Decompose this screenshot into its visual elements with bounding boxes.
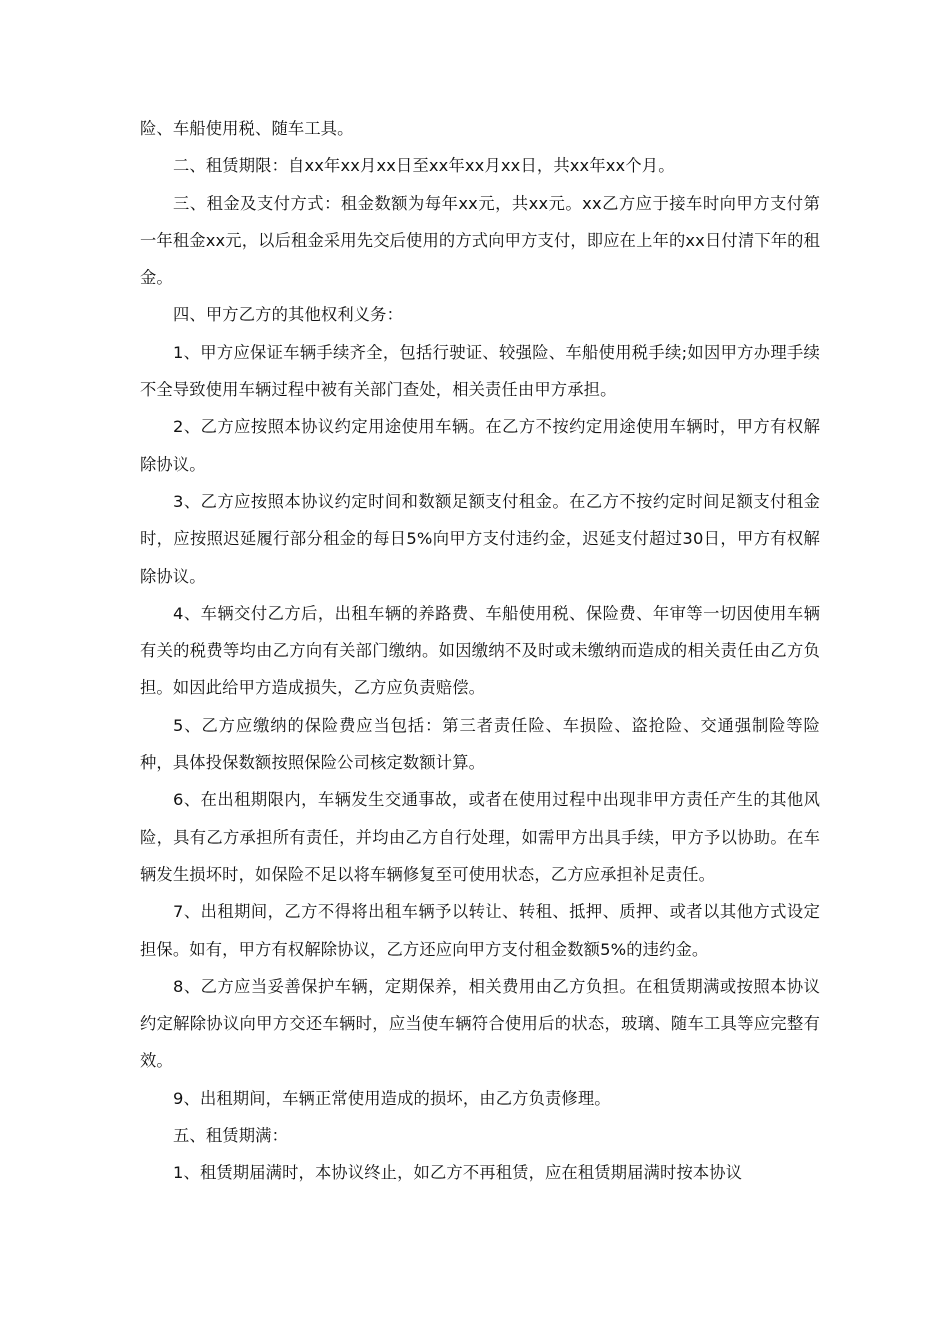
paragraph-continuation: 险、车船使用税、随车工具。 [140, 119, 354, 138]
clause-item-2: 2、乙方应按照本协议约定用途使用车辆。在乙方不按约定用途使用车辆时，甲方有权解除协议。 [140, 417, 820, 474]
clause-item-9: 9、出租期间，车辆正常使用造成的损坏，由乙方负责修理。 [173, 1088, 611, 1108]
clause-item-7: 7、出租期间，乙方不得将出租车辆予以转让、转租、抵押、质押、或者以其他方式设定担保。如有，甲方有权解除协议，乙方还应向甲方支付租金数额5%的违约金。 [140, 902, 820, 959]
clause-item-3: 3、乙方应按照本协议约定时间和数额足额支付租金。在乙方不按约定时间足额支付租金时，应按照迟延履行部分租金的每日5%向甲方支付违约金，迟延支付超过30日，甲方有权解除协议。 [140, 491, 820, 586]
section-heading-lease-expiry: 五、租赁期满： [173, 1126, 289, 1146]
clause-item-6: 6、在出租期限内，车辆发生交通事故，或者在使用过程中出现非甲方责任产生的其他风险，具有乙方承担所有责任，并均由乙方自行处理，如需甲方出具手续，甲方予以协助。在车辆发生损坏时，如保险不足以将车辆修复至可使用状态，乙方应承担补足责任。 [140, 790, 820, 884]
paragraph-rent-payment: 三、租金及支付方式：租金数额为每年xx元，共xx元。xx乙方应于接车时向甲方支付第一年租金xx元，以后租金采用先交后使用的方式向甲方支付，即应在上年的xx日付清下年的租金。 [140, 193, 820, 288]
clause-item-4: 4、车辆交付乙方后，出租车辆的养路费、车船使用税、保险费、年审等一切因使用车辆有关的税费等均由乙方向有关部门缴纳。如因缴纳不及时或未缴纳而造成的相关责任由乙方负担。如因此给甲方造成损失，乙方应负责赔偿。 [140, 603, 820, 698]
clause-item-1: 1、甲方应保证车辆手续齐全，包括行驶证、较强险、车船使用税手续;如因甲方办理手续不全导致使用车辆过程中被有关部门查处，相关责任由甲方承担。 [140, 342, 820, 400]
clause-item-8: 8、乙方应当妥善保护车辆，定期保养，相关费用由乙方负担。在租赁期满或按照本协议约定解除协议向甲方交还车辆时，应当使车辆符合使用后的状态，玻璃、随车工具等应完整有效。 [140, 976, 820, 1071]
clause-item-5: 5、乙方应缴纳的保险费应当包括：第三者责任险、车损险、盗抢险、交通强制险等险种，具体投保数额按照保险公司核定数额计算。 [140, 715, 820, 773]
paragraph-lease-term: 二、租赁期限：自xx年xx月xx日至xx年xx月xx日，共xx年xx个月。 [173, 156, 675, 176]
clause-expiry-item-1: 1、租赁期届满时，本协议终止，如乙方不再租赁，应在租赁期届满时按本协议 [173, 1163, 743, 1183]
section-heading-rights-obligations: 四、甲方乙方的其他权利义务： [173, 305, 404, 325]
document-page [140, 110, 820, 1192]
